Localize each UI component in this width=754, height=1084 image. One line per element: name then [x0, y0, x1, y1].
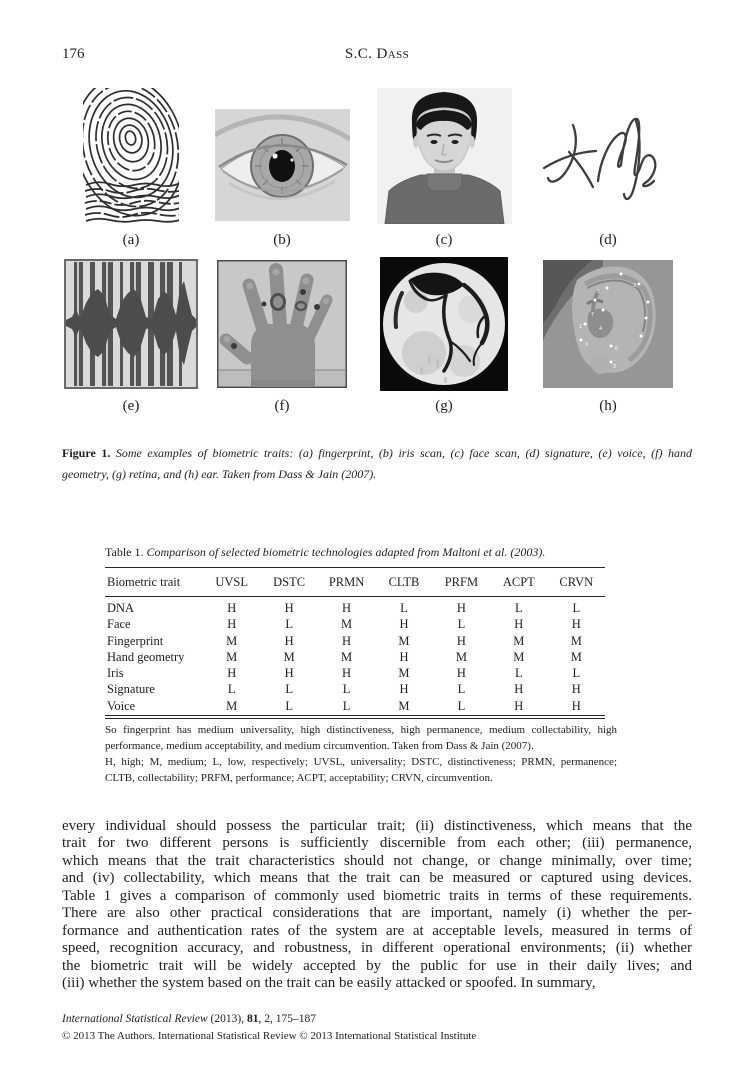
running-head — [62, 46, 692, 66]
ear-marker-label: 1 — [579, 324, 583, 330]
figure-labels-row-2 — [62, 398, 692, 415]
rating-cell: H — [399, 617, 409, 632]
rating-cell: H — [571, 698, 581, 713]
rating-cell: H — [342, 666, 352, 681]
rating-cell: M — [283, 649, 295, 664]
body-text-line: which means that the trait characteristics should not change, or change minimally, over time; — [62, 852, 692, 869]
ear-marker-label: 6 — [615, 346, 619, 352]
table-footnote-line: performance, medium acceptability, and medium circumvention. Taken from Dass & Jain (2007). — [105, 740, 534, 753]
figure-panel-h — [524, 260, 692, 388]
rating-cell: L — [227, 682, 236, 697]
body-text-line: trait for two different persons is sufficiently discernible from each other; (iii) permanence, — [62, 835, 692, 852]
rating-cell: M — [398, 666, 410, 681]
figure-labels-row-1 — [62, 232, 692, 249]
rating-cell: H — [456, 633, 466, 648]
figure-row-2 — [62, 257, 692, 391]
figure-caption-line — [62, 443, 692, 464]
figure-caption-text: geometry, (g) retina, and (h) ear. Taken from Dass & Jain (2007). — [62, 467, 377, 481]
trait-cell: Voice — [107, 698, 136, 713]
figure-panel-e — [62, 259, 200, 389]
ear-marker-label: 3 — [633, 283, 637, 289]
ear-marker-label: 4 — [599, 326, 603, 332]
footer-volume: 81 — [246, 1013, 259, 1025]
body-text-line: formance and authentication rates of the system are at acceptable levels, measured in terms of — [62, 922, 692, 939]
face-scan-image — [377, 88, 512, 224]
rating-cell: M — [513, 649, 525, 664]
rating-cell: L — [285, 617, 293, 632]
rating-cell: H — [456, 601, 466, 615]
ear-marker-label: 2 — [613, 364, 617, 370]
table-row — [105, 649, 605, 665]
footer-copyright: © 2013 The Authors. International Statistical Review © 2013 International Statistical Institute — [62, 1030, 477, 1042]
table-footnotes — [105, 723, 617, 786]
table-row — [105, 665, 605, 681]
rating-cell: H — [227, 617, 237, 632]
table-title-label: Table 1. — [105, 545, 144, 559]
table-header-cell: CRVN — [548, 568, 605, 597]
ear-marker-label: 5 — [597, 289, 601, 295]
table-header-cell: ACPT — [490, 568, 547, 597]
body-text-line: Table 1 gives a comparison of commonly used biometric traits in terms of these requirements. — [62, 887, 692, 904]
ear-marker-label: 7 — [591, 312, 595, 318]
biometric-comparison-table — [105, 567, 605, 714]
table-row — [105, 681, 605, 697]
rating-cell: H — [571, 682, 581, 697]
footer-citation — [62, 1013, 316, 1025]
rating-cell: L — [342, 682, 351, 697]
trait-cell: Hand geometry — [107, 649, 185, 664]
table-row — [105, 597, 605, 617]
panel-label-d: (d) — [599, 232, 617, 248]
rating-cell: H — [284, 633, 294, 648]
rating-cell: H — [284, 601, 294, 615]
table-footnote-line: CLTB, collectability; PRFM, performance; ACPT, acceptability; CRVN, circumvention. — [105, 771, 493, 784]
figure-panel-a — [62, 88, 200, 225]
trait-cell: Fingerprint — [107, 633, 164, 648]
rating-cell: L — [457, 617, 466, 632]
rating-cell: H — [399, 682, 409, 697]
rating-cell: L — [342, 698, 351, 713]
table-header-cell: DSTC — [260, 568, 317, 597]
panel-label-e: (e) — [122, 398, 140, 414]
rating-cell: M — [570, 649, 582, 664]
running-head-author: S.C. Dass — [344, 46, 410, 62]
table-header-cell: Biometric trait — [105, 568, 203, 597]
rating-cell: M — [226, 698, 238, 713]
table-body — [105, 597, 605, 715]
signature-image — [538, 105, 678, 215]
rating-cell: M — [340, 617, 353, 632]
footer-meta-pre: (2013), — [207, 1013, 247, 1025]
figure-panel-c — [364, 88, 524, 224]
rating-cell: L — [285, 682, 293, 697]
trait-cell: DNA — [107, 601, 135, 615]
retina-image — [380, 257, 508, 391]
table-title-text: Comparison of selected biometric technologies adapted from Maltoni et al. (2003). — [146, 545, 546, 559]
table-header-cell: PRFM — [433, 568, 490, 597]
body-text-line: the biometric trait will be widely accepted by the public for use in their daily lives; and — [62, 957, 692, 974]
rating-cell: M — [570, 633, 582, 648]
rating-cell: L — [285, 698, 293, 713]
rating-cell: H — [342, 601, 352, 615]
page-number: 176 — [62, 46, 85, 62]
figure-caption-label: Figure 1. — [62, 446, 111, 460]
panel-label-f: (f) — [274, 398, 290, 414]
rating-cell: L — [572, 601, 581, 615]
footer-journal-name: International Statistical Review — [62, 1013, 208, 1025]
body-text-line: There are also other practical considerations that are important, namely (i) whether the per- — [62, 905, 692, 922]
fingerprint-image — [83, 88, 179, 225]
hand-geometry-image — [217, 260, 347, 388]
figure-panel-g — [364, 257, 524, 391]
rating-cell: L — [457, 698, 466, 713]
rating-cell: L — [400, 601, 408, 615]
rating-cell: M — [226, 649, 238, 664]
rating-cell: L — [515, 601, 523, 615]
rating-cell: H — [399, 649, 409, 664]
footer-meta-post: , 2, 175–187 — [258, 1013, 316, 1025]
rating-cell: M — [455, 649, 467, 664]
table-header-cell: CLTB — [375, 568, 432, 597]
trait-cell: Iris — [107, 666, 124, 681]
rating-cell: L — [457, 682, 466, 697]
ear-image — [543, 260, 673, 388]
rating-cell: M — [226, 633, 238, 648]
table-footnote-line: So fingerprint has medium universality, high distinctiveness, high permanence, medium collectability, high — [105, 724, 617, 737]
figure-row-1 — [62, 86, 692, 226]
rating-cell: H — [514, 698, 524, 713]
rating-cell: H — [514, 682, 524, 697]
rating-cell: L — [515, 666, 523, 681]
body-text-line: and (iv) collectability, which means that the trait can be measured or captured using devices. — [62, 870, 692, 887]
rating-cell: H — [456, 666, 466, 681]
table-footnote-line: H, high; M, medium; L, low, respectively; UVSL, universality; DSTC, distinctiveness; PRMN, permanence; — [105, 755, 617, 768]
rating-cell: H — [342, 633, 352, 648]
table-row — [105, 633, 605, 649]
body-text-line: (iii) whether the system based on the trait can be easily attacked or spoofed. In summary, — [62, 975, 596, 992]
rating-cell: H — [227, 601, 237, 615]
figure-caption-line — [62, 464, 692, 485]
rating-cell: H — [284, 666, 294, 681]
rating-cell: H — [227, 666, 237, 681]
body-text-line: speed, recognition accuracy, and robustness, in different operational environments; (ii) whether — [62, 940, 692, 957]
rating-cell: L — [572, 666, 581, 681]
table-header-cell: UVSL — [203, 568, 260, 597]
voice-waveform-image — [64, 259, 198, 389]
table-header-cell: PRMN — [318, 568, 375, 597]
table-header-row — [105, 568, 605, 597]
body-paragraph — [62, 818, 692, 993]
trait-cell: Signature — [107, 682, 155, 697]
table-1-block — [105, 545, 617, 786]
ear-marker-label: 9 — [585, 342, 589, 348]
figure-caption-text: Some examples of biometric traits: (a) fingerprint, (b) iris scan, (c) face scan, (d) signature, (e) voice, (f) hand — [110, 446, 692, 460]
panel-label-h: (h) — [599, 398, 617, 414]
body-text-line: every individual should possess the particular trait; (ii) distinctiveness, which means that the — [62, 818, 692, 834]
figure-panel-f — [200, 260, 364, 388]
panel-label-b: (b) — [273, 232, 291, 248]
table-bottom-rule — [105, 715, 605, 719]
table-row — [105, 616, 605, 632]
rating-cell: M — [340, 649, 353, 664]
trait-cell: Face — [107, 617, 131, 632]
figure-panel-b — [200, 91, 364, 221]
table-row — [105, 698, 605, 714]
panel-label-a: (a) — [122, 232, 140, 248]
iris-scan-image — [215, 109, 350, 221]
figure-caption — [62, 443, 692, 485]
panel-label-g: (g) — [435, 398, 453, 414]
rating-cell: M — [513, 633, 525, 648]
rating-cell: M — [398, 633, 410, 648]
table-title — [105, 545, 605, 560]
rating-cell: H — [514, 617, 524, 632]
rating-cell: H — [571, 617, 581, 632]
panel-label-c: (c) — [435, 232, 453, 248]
rating-cell: M — [398, 698, 410, 713]
figure-panel-d — [524, 97, 692, 215]
